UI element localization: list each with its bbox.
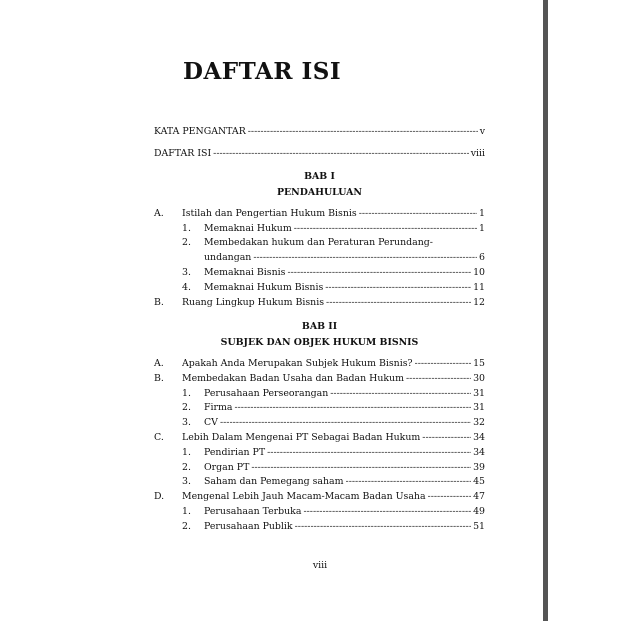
dot-leader: [359, 207, 477, 221]
toc-entry-page: 1: [479, 223, 485, 234]
toc-entry-page: 34: [473, 447, 485, 458]
toc-entry[interactable]: [182, 372, 485, 386]
toc-entry-page: 31: [473, 402, 485, 413]
toc-entry-label-line1[interactable]: Membedakan hukum dan Peraturan Perundang-: [204, 237, 433, 248]
toc-entry-label: undangan: [204, 252, 252, 263]
subsection-marker: 1.: [182, 223, 191, 234]
toc-entry-page: 11: [473, 282, 485, 293]
toc-entry-label: Organ PT: [204, 462, 250, 473]
chapter-title: SUBJEK DAN OBJEK HUKUM BISNIS: [220, 337, 419, 348]
toc-entry[interactable]: [182, 357, 485, 371]
subsection-marker: 2.: [182, 402, 191, 413]
subsection-marker: 4.: [182, 282, 191, 293]
toc-entry[interactable]: [182, 490, 485, 504]
subsection-marker: 3.: [182, 476, 191, 487]
section-marker: A.: [154, 208, 164, 219]
subsection-marker: 2.: [182, 237, 191, 248]
toc-entry[interactable]: [182, 207, 485, 221]
toc-entry-label: DAFTAR ISI: [154, 148, 212, 159]
dot-leader: [267, 446, 471, 460]
toc-entry-page: 49: [473, 506, 485, 517]
toc-entry-kata-pengantar[interactable]: [154, 125, 485, 139]
toc-entry-page: 34: [473, 432, 485, 443]
dot-leader: [415, 357, 472, 371]
toc-entry-label: Perusahaan Publik: [204, 521, 293, 532]
dot-leader: [213, 147, 469, 161]
dot-leader: [234, 401, 471, 415]
toc-entry[interactable]: [204, 222, 485, 236]
toc-entry[interactable]: [182, 431, 485, 445]
dot-leader: [220, 416, 471, 430]
subsection-marker: 1.: [182, 447, 191, 458]
toc-entry-page: viii: [470, 148, 485, 159]
section-marker: A.: [154, 358, 164, 369]
subsection-marker: 3.: [182, 267, 191, 278]
toc-entry-page: 32: [473, 417, 485, 428]
toc-entry[interactable]: [204, 281, 485, 295]
subsection-marker: 1.: [182, 506, 191, 517]
toc-entry-label: Mengenal Lebih Jauh Macam-Macam Badan Usaha: [182, 491, 426, 502]
toc-entry-label: Lebih Dalam Mengenai PT Sebagai Badan Hukum: [182, 432, 421, 443]
dot-leader: [295, 520, 471, 534]
toc-entry-page: 39: [473, 462, 485, 473]
dot-leader: [251, 461, 471, 475]
toc-entry-page: 51: [473, 521, 485, 532]
toc-entry-daftar-isi[interactable]: [154, 147, 485, 161]
toc-entry-page: 47: [473, 491, 485, 502]
toc-entry-page: 45: [473, 476, 485, 487]
toc-entry[interactable]: [204, 266, 485, 280]
dot-leader: [253, 251, 477, 265]
toc-entry-page: 1: [479, 208, 485, 219]
dot-leader: [325, 281, 471, 295]
toc-entry[interactable]: [204, 520, 485, 534]
toc-entry-label: Perusahaan Terbuka: [204, 506, 302, 517]
toc-entry[interactable]: [204, 251, 485, 265]
subsection-marker: 2.: [182, 521, 191, 532]
toc-entry-label: Apakah Anda Merupakan Subjek Hukum Bisnis?: [182, 358, 413, 369]
page-title: DAFTAR ISI: [183, 58, 342, 85]
toc-entry[interactable]: [204, 387, 485, 401]
dot-leader: [406, 372, 471, 386]
toc-entry[interactable]: [204, 461, 485, 475]
toc-entry-page: 30: [473, 373, 485, 384]
toc-entry-page: 15: [473, 358, 485, 369]
section-marker: B.: [154, 373, 164, 384]
dot-leader: [330, 387, 471, 401]
toc-entry[interactable]: [204, 475, 485, 489]
toc-entry[interactable]: [182, 296, 485, 310]
toc-entry-page: 6: [479, 252, 485, 263]
subsection-marker: 1.: [182, 388, 191, 399]
toc-entry-label: Pendirian PT: [204, 447, 266, 458]
toc-entry-label: Firma: [204, 402, 233, 413]
toc-entry[interactable]: [204, 446, 485, 460]
toc-entry-label: Memaknai Bisnis: [204, 267, 286, 278]
toc-entry-label: KATA PENGANTAR: [154, 126, 246, 137]
toc-entry[interactable]: [204, 401, 485, 415]
toc-entry-page: 31: [473, 388, 485, 399]
toc-entry-label: Ruang Lingkup Hukum Bisnis: [182, 297, 325, 308]
toc-entry-label: Memaknai Hukum: [204, 223, 292, 234]
dot-leader: [294, 222, 477, 236]
dot-leader: [428, 490, 472, 504]
toc-entry-label: CV: [204, 417, 218, 428]
chapter-number: BAB II: [301, 321, 338, 332]
page-number: viii: [312, 560, 328, 571]
toc-entry-label: Saham dan Pemegang saham: [204, 476, 344, 487]
section-marker: C.: [154, 432, 164, 443]
chapter-number: BAB I: [304, 171, 335, 182]
toc-entry-label: Istilah dan Pengertian Hukum Bisnis: [182, 208, 357, 219]
dot-leader: [248, 125, 478, 139]
dot-leader: [422, 431, 471, 445]
toc-entry[interactable]: [204, 416, 485, 430]
chapter-title: PENDAHULUAN: [276, 187, 362, 198]
dot-leader: [303, 505, 471, 519]
section-marker: B.: [154, 297, 164, 308]
dot-leader: [287, 266, 471, 280]
dot-leader: [346, 475, 472, 489]
toc-entry-label: Memaknai Hukum Bisnis: [204, 282, 324, 293]
subsection-marker: 2.: [182, 462, 191, 473]
toc-entry-page: 12: [473, 297, 485, 308]
toc-entry-label: Membedakan Badan Usaha dan Badan Hukum: [182, 373, 404, 384]
toc-entry-label: Perusahaan Perseorangan: [204, 388, 329, 399]
book-spine-edge: [543, 0, 548, 621]
toc-entry[interactable]: [204, 505, 485, 519]
dot-leader: [326, 296, 471, 310]
toc-entry-page: 10: [473, 267, 485, 278]
subsection-marker: 3.: [182, 417, 191, 428]
section-marker: D.: [154, 491, 165, 502]
toc-entry-page: v: [479, 126, 485, 137]
